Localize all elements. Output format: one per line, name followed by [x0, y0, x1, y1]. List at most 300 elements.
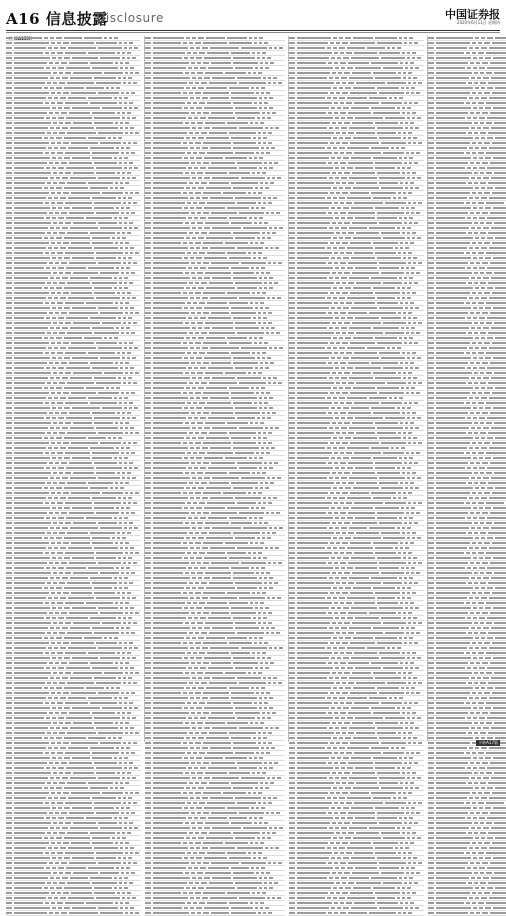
- table-cell: [202, 197, 208, 199]
- table-cell: [100, 872, 119, 874]
- table-cell: [6, 622, 12, 624]
- table-cell: [66, 567, 86, 569]
- table-cell: [153, 892, 181, 894]
- table-cell: [341, 527, 347, 529]
- table-cell: [123, 617, 126, 619]
- table-cell: [145, 717, 151, 719]
- table-cell: [71, 542, 90, 544]
- table-cell: [6, 557, 12, 559]
- table-cell: [100, 312, 123, 314]
- table-cell: [265, 727, 268, 729]
- table-cell: [51, 42, 55, 44]
- table-cell: [71, 692, 96, 694]
- table-cell: [329, 527, 333, 529]
- table-cell: [96, 727, 118, 729]
- table-cell: [250, 542, 253, 544]
- table-cell: [248, 192, 251, 194]
- table-cell: [44, 337, 48, 339]
- table-cell: [341, 77, 347, 79]
- table-cell: [55, 262, 59, 264]
- table-cell: [186, 337, 190, 339]
- table-cell: [196, 257, 202, 259]
- table-cell: [231, 397, 257, 399]
- table-cell: [127, 892, 131, 894]
- table-cell: [47, 132, 51, 134]
- table-cell: [96, 682, 121, 684]
- table-cell: [408, 72, 412, 74]
- table-cell: [153, 177, 190, 179]
- table-cell: [127, 472, 131, 474]
- table-cell: [64, 737, 86, 739]
- table-cell: [406, 452, 409, 454]
- table-cell: [340, 462, 346, 464]
- table-cell: [51, 702, 55, 704]
- table-cell: [92, 197, 116, 199]
- table-cell: [189, 142, 193, 144]
- table-cell: [14, 422, 51, 424]
- table-cell: [343, 257, 349, 259]
- table-cell: [289, 427, 295, 429]
- table-cell: [126, 207, 130, 209]
- table-cell: [70, 177, 96, 179]
- table-cell: [410, 482, 414, 484]
- table-cell: [125, 907, 128, 909]
- table-cell: [251, 207, 254, 209]
- table-cell: [394, 397, 397, 399]
- table-cell: [274, 827, 277, 829]
- table-cell: [198, 537, 204, 539]
- table-cell: [204, 477, 210, 479]
- table-cell: [410, 487, 413, 489]
- table-cell: [68, 97, 86, 99]
- table-cell: [289, 522, 295, 524]
- table-cell: [114, 637, 118, 639]
- table-cell: [153, 732, 187, 734]
- table-cell: [262, 717, 265, 719]
- table-cell: [345, 237, 351, 239]
- table-cell: [203, 142, 231, 144]
- table-cell: [289, 152, 295, 154]
- table-cell: [381, 532, 400, 534]
- table-cell: [50, 587, 54, 589]
- table-cell: [145, 57, 151, 59]
- table-cell: [57, 792, 61, 794]
- table-cell: [192, 877, 196, 879]
- table-cell: [6, 427, 12, 429]
- table-cell: [153, 832, 187, 834]
- table-cell: [127, 117, 130, 119]
- table-cell: [153, 357, 182, 359]
- table-cell: [65, 72, 71, 74]
- table-cell: [56, 127, 60, 129]
- table-cell: [57, 902, 63, 904]
- table-cell: [269, 287, 273, 289]
- table-cell: [297, 462, 326, 464]
- table-cell: [381, 142, 406, 144]
- table-cell: [189, 592, 193, 594]
- table-cell: [233, 572, 254, 574]
- table-cell: [72, 607, 96, 609]
- table-cell: [405, 427, 408, 429]
- table-cell: [153, 182, 187, 184]
- table-cell: [121, 867, 124, 869]
- table-cell: [119, 402, 122, 404]
- table-cell: [385, 417, 405, 419]
- table-cell: [195, 542, 201, 544]
- table-cell: [204, 577, 210, 579]
- table-cell: [194, 467, 198, 469]
- table-cell: [52, 167, 56, 169]
- table-cell: [329, 77, 333, 79]
- table-cell: [399, 457, 402, 459]
- table-cell: [195, 842, 201, 844]
- table-cell: [297, 342, 328, 344]
- table-cell: [239, 767, 257, 769]
- table-cell: [260, 422, 264, 424]
- table-cell: [198, 827, 202, 829]
- table-cell: [96, 167, 122, 169]
- table-cell: [128, 797, 132, 799]
- table-cell: [190, 307, 194, 309]
- table-cell: [379, 522, 402, 524]
- table-cell: [229, 302, 248, 304]
- table-cell: [49, 62, 53, 64]
- table-cell: [6, 807, 12, 809]
- table-cell: [269, 582, 272, 584]
- table-cell: [347, 417, 353, 419]
- table-cell: [6, 877, 12, 879]
- table-cell: [333, 487, 337, 489]
- table-cell: [336, 382, 340, 384]
- table-cell: [203, 112, 209, 114]
- table-cell: [108, 437, 111, 439]
- table-cell: [402, 292, 405, 294]
- table-cell: [145, 777, 151, 779]
- table-cell: [14, 447, 46, 449]
- table-cell: [265, 667, 269, 669]
- table-cell: [274, 282, 278, 284]
- table-cell: [58, 807, 62, 809]
- table-cell: [134, 707, 138, 709]
- table-cell: [264, 282, 267, 284]
- table-cell: [202, 797, 208, 799]
- table-cell: [203, 912, 209, 914]
- table-cell: [327, 147, 331, 149]
- table-cell: [145, 187, 151, 189]
- table-cell: [212, 477, 239, 479]
- table-cell: [334, 62, 338, 64]
- table-cell: [145, 652, 151, 654]
- table-cell: [187, 802, 191, 804]
- table-cell: [268, 377, 271, 379]
- table-cell: [289, 482, 295, 484]
- table-cell: [92, 582, 117, 584]
- table-cell: [333, 437, 337, 439]
- table-cell: [373, 242, 398, 244]
- table-cell: [191, 712, 195, 714]
- table-cell: [233, 102, 252, 104]
- table-cell: [54, 247, 58, 249]
- table-cell: [48, 547, 52, 549]
- table-cell: [264, 767, 267, 769]
- table-cell: [264, 762, 267, 764]
- table-cell: [407, 117, 410, 119]
- table-cell: [14, 757, 50, 759]
- table-cell: [6, 402, 12, 404]
- table-cell: [297, 517, 333, 519]
- table-cell: [123, 857, 126, 859]
- table-cell: [127, 597, 130, 599]
- table-cell: [100, 227, 122, 229]
- table-cell: [108, 737, 111, 739]
- table-cell: [263, 502, 266, 504]
- table-cell: [267, 57, 271, 59]
- table-cell: [185, 622, 189, 624]
- table-cell: [379, 137, 401, 139]
- table-cell: [265, 482, 268, 484]
- table-cell: [407, 292, 410, 294]
- table-cell: [49, 562, 53, 564]
- table-cell: [153, 242, 181, 244]
- table-cell: [289, 362, 295, 364]
- table-cell: [133, 322, 137, 324]
- table-cell: [354, 502, 383, 504]
- table-cell: [343, 357, 349, 359]
- table-cell: [124, 827, 127, 829]
- table-cell: [145, 422, 151, 424]
- table-cell: [153, 387, 184, 389]
- table-cell: [192, 737, 196, 739]
- table-cell: [145, 267, 151, 269]
- table-cell: [208, 267, 229, 269]
- table-cell: [209, 82, 237, 84]
- table-cell: [59, 322, 63, 324]
- table-cell: [145, 447, 151, 449]
- table-cell: [119, 342, 122, 344]
- table-cell: [350, 142, 379, 144]
- table-cell: [124, 817, 128, 819]
- table-cell: [289, 202, 295, 204]
- table-cell: [272, 297, 275, 299]
- table-cell: [53, 232, 57, 234]
- table-cell: [202, 447, 208, 449]
- table-cell: [259, 817, 263, 819]
- table-cell: [352, 272, 379, 274]
- table-cell: [400, 122, 403, 124]
- table-cell: [202, 397, 208, 399]
- table-cell: [117, 172, 120, 174]
- table-cell: [225, 242, 248, 244]
- table-cell: [412, 352, 416, 354]
- table-cell: [198, 437, 204, 439]
- table-cell: [405, 182, 408, 184]
- table-cell: [332, 222, 336, 224]
- table-cell: [125, 62, 129, 64]
- table-cell: [262, 837, 265, 839]
- table-cell: [204, 507, 225, 509]
- table-cell: [45, 302, 49, 304]
- table-cell: [70, 577, 88, 579]
- table-cell: [153, 52, 185, 54]
- table-cell: [53, 872, 57, 874]
- table-cell: [233, 787, 253, 789]
- table-cell: [96, 427, 118, 429]
- table-cell: [123, 622, 126, 624]
- table-cell: [205, 222, 229, 224]
- table-cell: [191, 372, 195, 374]
- table-cell: [297, 337, 331, 339]
- table-cell: [353, 137, 377, 139]
- table-cell: [130, 367, 134, 369]
- table-cell: [407, 287, 411, 289]
- table-cell: [276, 212, 280, 214]
- table-cell: [251, 507, 254, 509]
- table-cell: [135, 852, 139, 854]
- table-cell: [203, 812, 209, 814]
- table-cell: [334, 262, 338, 264]
- table-cell: [128, 802, 131, 804]
- table-cell: [102, 107, 122, 109]
- table-cell: [250, 842, 253, 844]
- table-cell: [106, 87, 109, 89]
- table-cell: [118, 377, 121, 379]
- table-cell: [58, 507, 62, 509]
- table-cell: [262, 652, 266, 654]
- table-cell: [348, 212, 375, 214]
- table-cell: [258, 192, 262, 194]
- table-cell: [51, 342, 55, 344]
- table-cell: [120, 782, 123, 784]
- table-cell: [207, 652, 229, 654]
- table-cell: [195, 782, 199, 784]
- table-cell: [14, 687, 42, 689]
- table-cell: [14, 847, 46, 849]
- table-cell: [109, 37, 112, 39]
- table-cell: [211, 412, 233, 414]
- table-cell: [289, 177, 295, 179]
- table-cell: [186, 487, 190, 489]
- table-cell: [70, 327, 90, 329]
- table-cell: [58, 517, 64, 519]
- table-cell: [339, 447, 345, 449]
- table-cell: [336, 92, 340, 94]
- table-cell: [60, 47, 66, 49]
- table-cell: [14, 372, 51, 374]
- table-cell: [6, 67, 12, 69]
- table-cell: [261, 272, 264, 274]
- table-cell: [153, 212, 189, 214]
- table-cell: [334, 402, 338, 404]
- table-cell: [254, 457, 257, 459]
- table-cell: [263, 677, 266, 679]
- table-cell: [340, 202, 344, 204]
- table-cell: [209, 282, 233, 284]
- table-cell: [46, 267, 50, 269]
- table-cell: [253, 552, 256, 554]
- table-cell: [401, 207, 404, 209]
- table-cell: [225, 672, 246, 674]
- table-cell: [153, 707, 182, 709]
- table-cell: [345, 387, 351, 389]
- table-cell: [127, 297, 130, 299]
- table-cell: [126, 392, 129, 394]
- table-cell: [122, 112, 125, 114]
- table-cell: [408, 202, 411, 204]
- table-cell: [145, 822, 151, 824]
- table-cell: [413, 502, 416, 504]
- table-cell: [14, 277, 48, 279]
- table-cell: [134, 767, 138, 769]
- table-cell: [64, 537, 90, 539]
- table-cell: [289, 397, 295, 399]
- table-cell: [339, 497, 345, 499]
- table-cell: [102, 707, 122, 709]
- table-cell: [272, 597, 275, 599]
- table-cell: [344, 122, 350, 124]
- table-cell: [6, 607, 12, 609]
- table-cell: [145, 487, 151, 489]
- table-cell: [52, 257, 56, 259]
- table-cell: [125, 367, 128, 369]
- table-cell: [199, 802, 205, 804]
- table-cell: [203, 842, 223, 844]
- table-cell: [14, 42, 49, 44]
- table-cell: [116, 387, 120, 389]
- table-cell: [130, 612, 133, 614]
- table-cell: [47, 782, 51, 784]
- table-cell: [273, 562, 276, 564]
- table-cell: [128, 622, 131, 624]
- table-cell: [330, 192, 334, 194]
- table-cell: [6, 157, 12, 159]
- table-cell: [96, 472, 115, 474]
- table-cell: [267, 537, 271, 539]
- table-cell: [58, 157, 62, 159]
- table-cell: [200, 417, 206, 419]
- table-cell: [61, 462, 67, 464]
- table-cell: [297, 77, 327, 79]
- table-cell: [187, 752, 191, 754]
- table-cell: [196, 547, 200, 549]
- table-cell: [92, 67, 118, 69]
- table-cell: [198, 477, 202, 479]
- table-cell: [94, 587, 112, 589]
- table-cell: [417, 477, 421, 479]
- table-cell: [145, 722, 151, 724]
- table-cell: [59, 422, 63, 424]
- table-cell: [14, 162, 47, 164]
- table-cell: [117, 892, 120, 894]
- table-cell: [268, 77, 271, 79]
- table-cell: [53, 732, 57, 734]
- table-cell: [6, 187, 12, 189]
- table-cell: [250, 422, 253, 424]
- table-cell: [227, 122, 248, 124]
- table-cell: [351, 107, 369, 109]
- table-cell: [261, 152, 264, 154]
- table-cell: [6, 362, 12, 364]
- table-cell: [267, 477, 270, 479]
- table-cell: [189, 882, 193, 884]
- table-cell: [336, 82, 340, 84]
- table-cell: [193, 702, 197, 704]
- table-cell: [123, 382, 126, 384]
- table-cell: [289, 442, 295, 444]
- table-cell: [268, 502, 272, 504]
- table-cell: [6, 117, 12, 119]
- table-cell: [229, 857, 251, 859]
- table-cell: [344, 472, 350, 474]
